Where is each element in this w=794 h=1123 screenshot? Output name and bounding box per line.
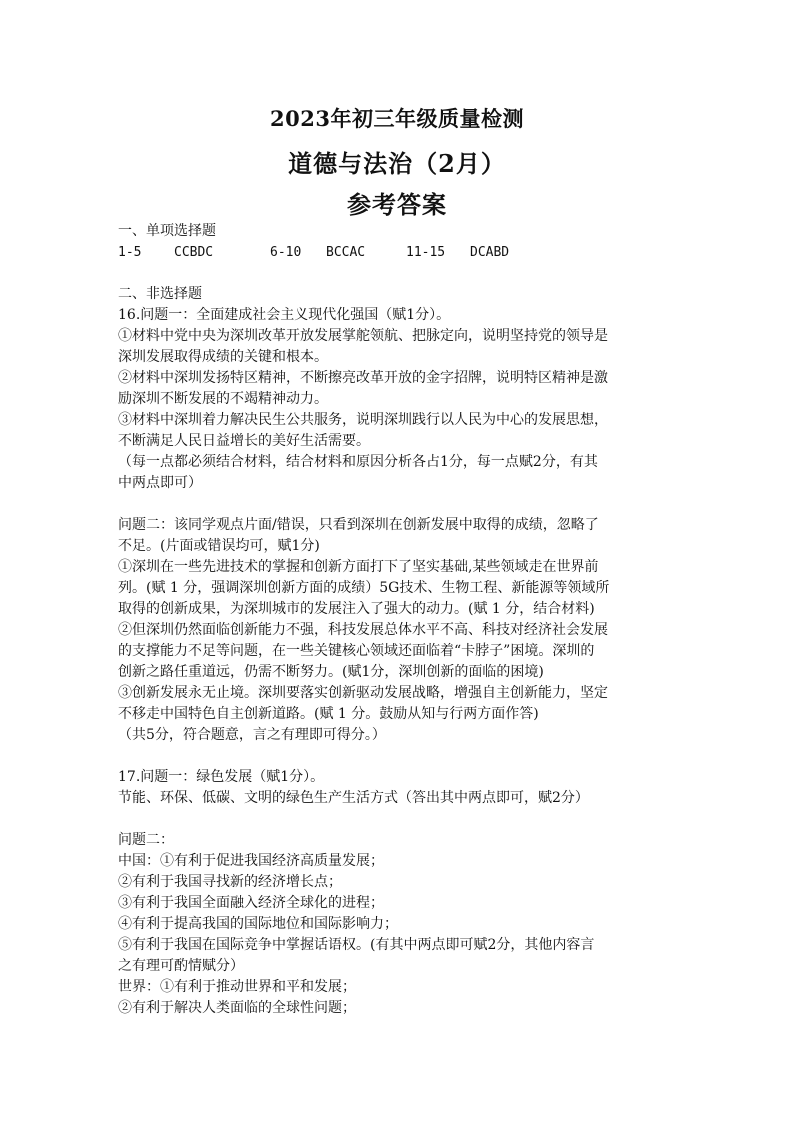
q17-part2 [118,830,690,1019]
range-11-15: 11-15 [406,245,446,260]
answer-line: 创新之路任重道远，仍需不断努力。(赋1分，深圳创新的面临的困境) [118,664,544,680]
answer-line: 世界：①有利于推动世界和平和发展； [118,979,356,995]
section-label-non-choice: 二、非选择题 [118,286,202,302]
answer-line: ①材料中党中央为深圳改革开放发展掌舵领航、把脉定向，说明坚持党的领导是 [118,328,608,344]
answer-line: ⑤有利于我国在国际竞争中掌握话语权。(有其中两点即可赋2分，其他内容言 [118,937,595,953]
answer-line: ②但深圳仍然面临创新能力不强，科技发展总体水平不高、科技对经济社会发展 [118,622,608,638]
answer-line: 问题二：该同学观点片面/错误，只看到深圳在创新发展中取得的成绩，忽略了 [118,517,599,533]
answer-line: ③创新发展永无止境。深圳要落实创新驱动发展战略，增强自主创新能力，坚定 [118,685,608,701]
range-1-5: 1-5 [118,245,142,260]
exam-title: 2023年初三年级质量检测 [270,106,524,131]
answers-1-5: CCBDC [174,245,214,260]
answer-line: 励深圳不断发展的不竭精神动力。 [118,391,328,407]
answer-line: 问题二： [118,832,174,848]
answer-line: ②材料中深圳发扬特区精神，不断擦亮改革开放的金字招牌，说明特区精神是激 [118,370,608,386]
range-6-10: 6-10 [270,245,302,260]
answer-line: 不移走中国特色自主创新道路。(赋 1 分。鼓励从知与行两方面作答) [118,706,539,722]
answer-line: ②有利于我国寻找新的经济增长点； [118,874,342,890]
answer-body [118,221,690,1019]
answers-11-15: DCABD [470,245,510,260]
answer-line: 中两点即可） [118,475,202,491]
answers-6-10: BCCAC [326,245,366,260]
answer-line: ③材料中深圳着力解决民生公共服务，说明深圳践行以人民为中心的发展思想， [118,412,608,428]
answer-line: （共5分，符合题意，言之有理即可得分。） [118,727,386,743]
answer-line: 取得的创新成果，为深圳城市的发展注入了强大的动力。(赋 1 分，结合材料) [118,601,595,617]
spacer [118,809,690,830]
answer-key-heading: 参考答案 [347,190,447,219]
answer-line: 之有理可酌情赋分） [118,958,244,974]
answer-line: ④有利于提高我国的国际地位和国际影响力； [118,916,398,932]
spacer [118,263,690,284]
answer-line: （每一点都必须结合材料，结合材料和原因分析各占1分，每一点赋2分，有其 [118,454,598,470]
answer-line: 深圳发展取得成绩的关键和根本。 [118,349,328,365]
answer-line: 16.问题一：全面建成社会主义现代化强国（赋1分）。 [118,307,451,323]
subject-title: 道德与法治（2月） [288,149,506,178]
section-label-single-choice: 一、单项选择题 [118,223,216,239]
answer-line: ②有利于解决人类面临的全球性问题； [118,1000,356,1016]
q16-part1 [118,305,690,494]
spacer [118,494,690,515]
answer-line: 17.问题一：绿色发展（赋1分）。 [118,769,325,785]
answer-line: ③有利于我国全面融入经济全球化的进程； [118,895,384,911]
answer-line: ①深圳在一些先进技术的掌握和创新方面打下了坚实基础,某些领域走在世界前 [118,559,599,575]
q16-part2 [118,515,690,746]
answer-line: 不断满足人民日益增长的美好生活需要。 [118,433,370,449]
answer-line: 节能、环保、低碳、文明的绿色生产生活方式（答出其中两点即可，赋2分） [118,790,589,806]
answer-line: 的支撑能力不足等问题，在一些关键核心领域还面临着“卡脖子”困境。深圳的 [118,643,595,659]
spacer [118,746,690,767]
answer-line: 不足。(片面或错误均可，赋1分) [118,538,320,554]
multiple-choice-answers [118,242,690,263]
answer-line: 列。(赋 1 分，强调深圳创新方面的成绩）5G技术、生物工程、新能源等领域所 [118,580,610,596]
q17-part1 [118,767,690,809]
answer-line: 中国：①有利于促进我国经济高质量发展； [118,853,384,869]
